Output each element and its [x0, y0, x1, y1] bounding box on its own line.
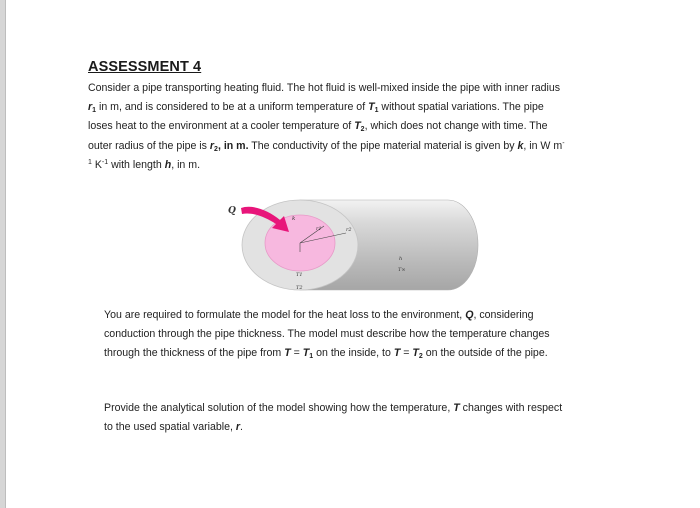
task-line-3: through the thickness of the pipe from $T = T_1$ on the inside, to $T = T_2$ on the outside of the pipe. [104, 347, 548, 361]
task-line-1: You are required to formulate the model for the heat loss to the environment, Q, considering [104, 309, 534, 321]
label-Q: Q [228, 206, 236, 216]
assessment-title: ASSESSMENT 4 [88, 59, 202, 75]
label-h: h [399, 256, 403, 262]
description-line-4: outer radius of the pipe is $r_2$, in m. The conductivity of the pipe material material is given by k, in W m- [88, 139, 565, 153]
description-line-5: $^1$ $K^{-1}$ with length h, in m. [88, 158, 201, 171]
label-T1: T1 [296, 272, 303, 278]
label-r1: r1 [316, 226, 322, 232]
label-r2: r2 [346, 227, 352, 233]
label-T2: T2 [296, 285, 303, 291]
solution-line-2: to the used spatial variable, r. [104, 421, 243, 434]
label-T-infinity: T∞ [398, 267, 406, 273]
solution-line-1: Provide the analytical solution of the model showing how the temperature, T changes with respect [104, 402, 563, 414]
description-line-3: loses heat to the environment at a cooler temperature of $T_2$, which does not change with time. The [88, 120, 548, 134]
label-k: k [292, 216, 296, 222]
task-line-2: conduction through the pipe thickness. The model must describe how the temperature changes [104, 328, 550, 341]
description-line-2: $r_1$ in m, and is considered to be at a uniform temperature of $T_1$ without spatial variations. The pipe [88, 101, 544, 115]
task-description [104, 306, 624, 364]
solution-request [104, 399, 624, 437]
pipe-diagram [222, 180, 480, 300]
description-line-1: Consider a pipe transporting heating fluid. The hot fluid is well-mixed inside the pipe with inner radius [88, 82, 561, 94]
problem-description [88, 79, 628, 175]
